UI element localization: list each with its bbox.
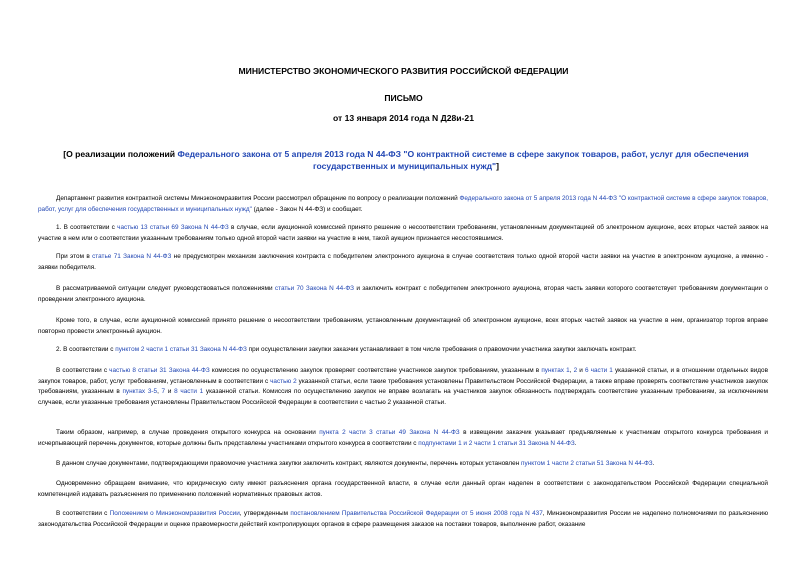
paragraph-text: В данном случае документами, подтверждающими правомочие участника закупки заключить контракт, являются документы, перечень которых установлен — [56, 460, 522, 467]
law-reference-link[interactable]: пунктах 1 — [541, 367, 570, 374]
paragraph-text: В рассматриваемой ситуации следует руководствоваться положениями — [56, 285, 275, 292]
paragraph-text: 1. В соответствии с — [56, 224, 118, 231]
law-reference-link[interactable]: статьи 70 Закона N 44-ФЗ — [274, 285, 355, 292]
law-reference-link[interactable]: 7 — [161, 388, 166, 396]
law-reference-link[interactable]: пунктом 2 части 1 статьи 31 Закона N 44-ФЗ — [115, 346, 247, 353]
paragraph-text: Кроме того, в случае, если аукционной комиссией принято решение о несоответствии требованиям, установленным документацией об электронном аукционе, всех вторых частей заявок на участие в нем, организатор торгов вправе повторно провести электронный аукцион. — [38, 317, 768, 335]
law-reference-link[interactable]: 8 части 1 — [174, 388, 204, 396]
paragraph-9 — [38, 459, 768, 470]
paragraph-text: указанной статьи, и в отношении отдельных видов закупок товаров, работ, услуг требованиям, установленным в соответствии с — [38, 367, 768, 385]
paragraph-4 — [38, 284, 768, 305]
paragraph-text: 2. В соответствии с — [56, 346, 116, 353]
paragraph-text: Таким образом, например, в случае проведения открытого конкурса на основании — [56, 429, 320, 436]
paragraph-text: (далее - Закон N 44-ФЗ) и сообщает. — [251, 205, 363, 213]
law-reference-link[interactable]: частью 13 статьи 69 Закона N 44-ФЗ — [117, 224, 229, 231]
paragraph-text: , — [157, 388, 162, 396]
paragraph-text: не предусмотрен механизм заключения контракта с победителем электронного аукциона в случае соответствия только одной второй части заявки на участие в электронном аукционе, а именно - заявки победителя. — [38, 253, 768, 271]
law-reference-link[interactable]: пунктом 1 части 2 статьи 51 Закона N 44-ФЗ — [521, 460, 653, 467]
law-reference-link[interactable]: 6 части 1 — [584, 367, 613, 374]
paragraph-text: Одновременно обращаем внимание, что юридическую силу имеют разъяснения органа государственной власти, в случае если данный орган наделен в соответствии с законодательством Российской Федерации специальной компетенцией издавать разъяснения по применению положений нормативных правовых актов. — [38, 480, 768, 498]
title-prefix: [О реализации положений — [63, 149, 178, 159]
paragraph-text: . — [574, 439, 577, 447]
paragraph-text: В соответствии с — [56, 367, 110, 374]
law-reference-link[interactable]: постановлением Правительства Российской Федерации от 5 июня 2008 года N 437 — [290, 510, 543, 517]
paragraph-text: указанной статьи, если такие требования установлены Правительством Российской Федерации, а также вправе проверять соответствие участников закупок требованиям, указанным в — [38, 377, 768, 396]
paragraph-3 — [38, 252, 768, 273]
paragraph-8 — [38, 428, 768, 449]
law-reference-link[interactable]: пунктах 3-5 — [122, 388, 158, 396]
law-reference-link[interactable]: пункта 2 части 3 статьи 49 Закона N 44-ФЗ — [319, 429, 460, 436]
law-reference-link[interactable]: Федерального закона от 5 апреля 2013 года N 44-ФЗ "О контрактной системе в сфере закупок товаров, работ, услуг для обеспечения государственных и муниципальных нужд" — [38, 195, 768, 213]
paragraph-text: . — [652, 460, 655, 467]
document-date-number: от 13 января 2014 года N Д28и-21 — [333, 113, 474, 123]
paragraph-6 — [38, 345, 768, 356]
law-reference-link[interactable]: статье 71 Закона N 44-ФЗ — [92, 253, 172, 260]
law-reference-link[interactable]: подпунктами 1 и 2 части 1 статьи 31 Закона N 44-ФЗ — [418, 439, 575, 447]
title-suffix: ] — [496, 161, 499, 171]
paragraph-text: комиссия по осуществлению закупок проверяет соответствие участников закупок требованиям, указанным в — [209, 367, 542, 374]
paragraph-text: в извещении заказчик указывает предъявляемые к участникам открытого конкурса требования и исчерпывающий перечень документов, которые должны быть представлены участниками открытого конкурса в соответствии с — [38, 429, 768, 447]
title-law-link[interactable]: Федерального закона от 5 апреля 2013 года N 44-ФЗ "О контрактной системе в сфере закупок товаров, работ, услуг для обеспечения государственных и муниципальных нужд" — [177, 149, 749, 171]
paragraph-1 — [38, 194, 768, 215]
paragraph-5 — [38, 316, 768, 337]
ministry-heading: МИНИСТЕРСТВО ЭКОНОМИЧЕСКОГО РАЗВИТИЯ РОССИЙСКОЙ ФЕДЕРАЦИИ — [238, 66, 569, 76]
law-reference-link[interactable]: 2 — [573, 367, 578, 374]
document-type: ПИСЬМО — [384, 93, 423, 103]
paragraph-text: При этом в — [56, 253, 93, 260]
paragraph-text: в случае, если аукционной комиссией принято решение о несоответствии требованиям, установленным документацией об электронном аукционе, всех вторых частей заявок на участие в нем или о соответствии указанным требованиям только одной второй части заявки на участие в нем, такой аукцион признается несостоявшимся. — [38, 224, 768, 242]
paragraph-text: при осуществлении закупки заказчик устанавливает в том числе требования о правомочии участника закупки заключать контракт. — [246, 346, 637, 353]
paragraph-text: В соответствии с — [56, 510, 110, 517]
paragraph-7 — [38, 366, 768, 408]
paragraph-text: , утвержденным — [239, 510, 291, 517]
document-title — [36, 148, 776, 172]
paragraph-2 — [38, 223, 768, 244]
paragraph-11 — [38, 509, 768, 530]
paragraph-10 — [38, 479, 768, 500]
paragraph-text: и — [577, 367, 585, 374]
paragraph-text: Департамент развития контрактной системы Минэкономразвития России рассмотрел обращение по вопросу о реализации положений — [56, 195, 460, 202]
paragraph-text: и — [165, 388, 175, 396]
law-reference-link[interactable]: частью 2 — [270, 377, 297, 385]
law-reference-link[interactable]: частью 8 статьи 31 Закона 44-ФЗ — [109, 367, 210, 374]
paragraph-text: , Минэкономразвития России не наделено полномочиями по разъяснению законодательства Российской Федерации и оценке правомерности действий контролирующих органов в сфере размещения заказов на поставки товаров, выполнение работ, оказание — [38, 510, 768, 528]
law-reference-link[interactable]: Положением о Минэкономразвития России — [109, 510, 240, 517]
paragraph-text: и заключить контракт с победителем электронного аукциона, вторая часть заявки которого соответствует требованиям документации о проведении электронного аукциона. — [38, 285, 768, 303]
paragraph-text: указанной статьи. Комиссия по осуществлению закупок не вправе возлагать на участников закупок обязанность подтверждать соответствие указанным требованиям, за исключением случаев, если указанные требования установлены Правительством Российской Федерации в соответствии с частью 2 указанной статьи. — [38, 388, 768, 406]
paragraph-text: , — [569, 367, 574, 374]
